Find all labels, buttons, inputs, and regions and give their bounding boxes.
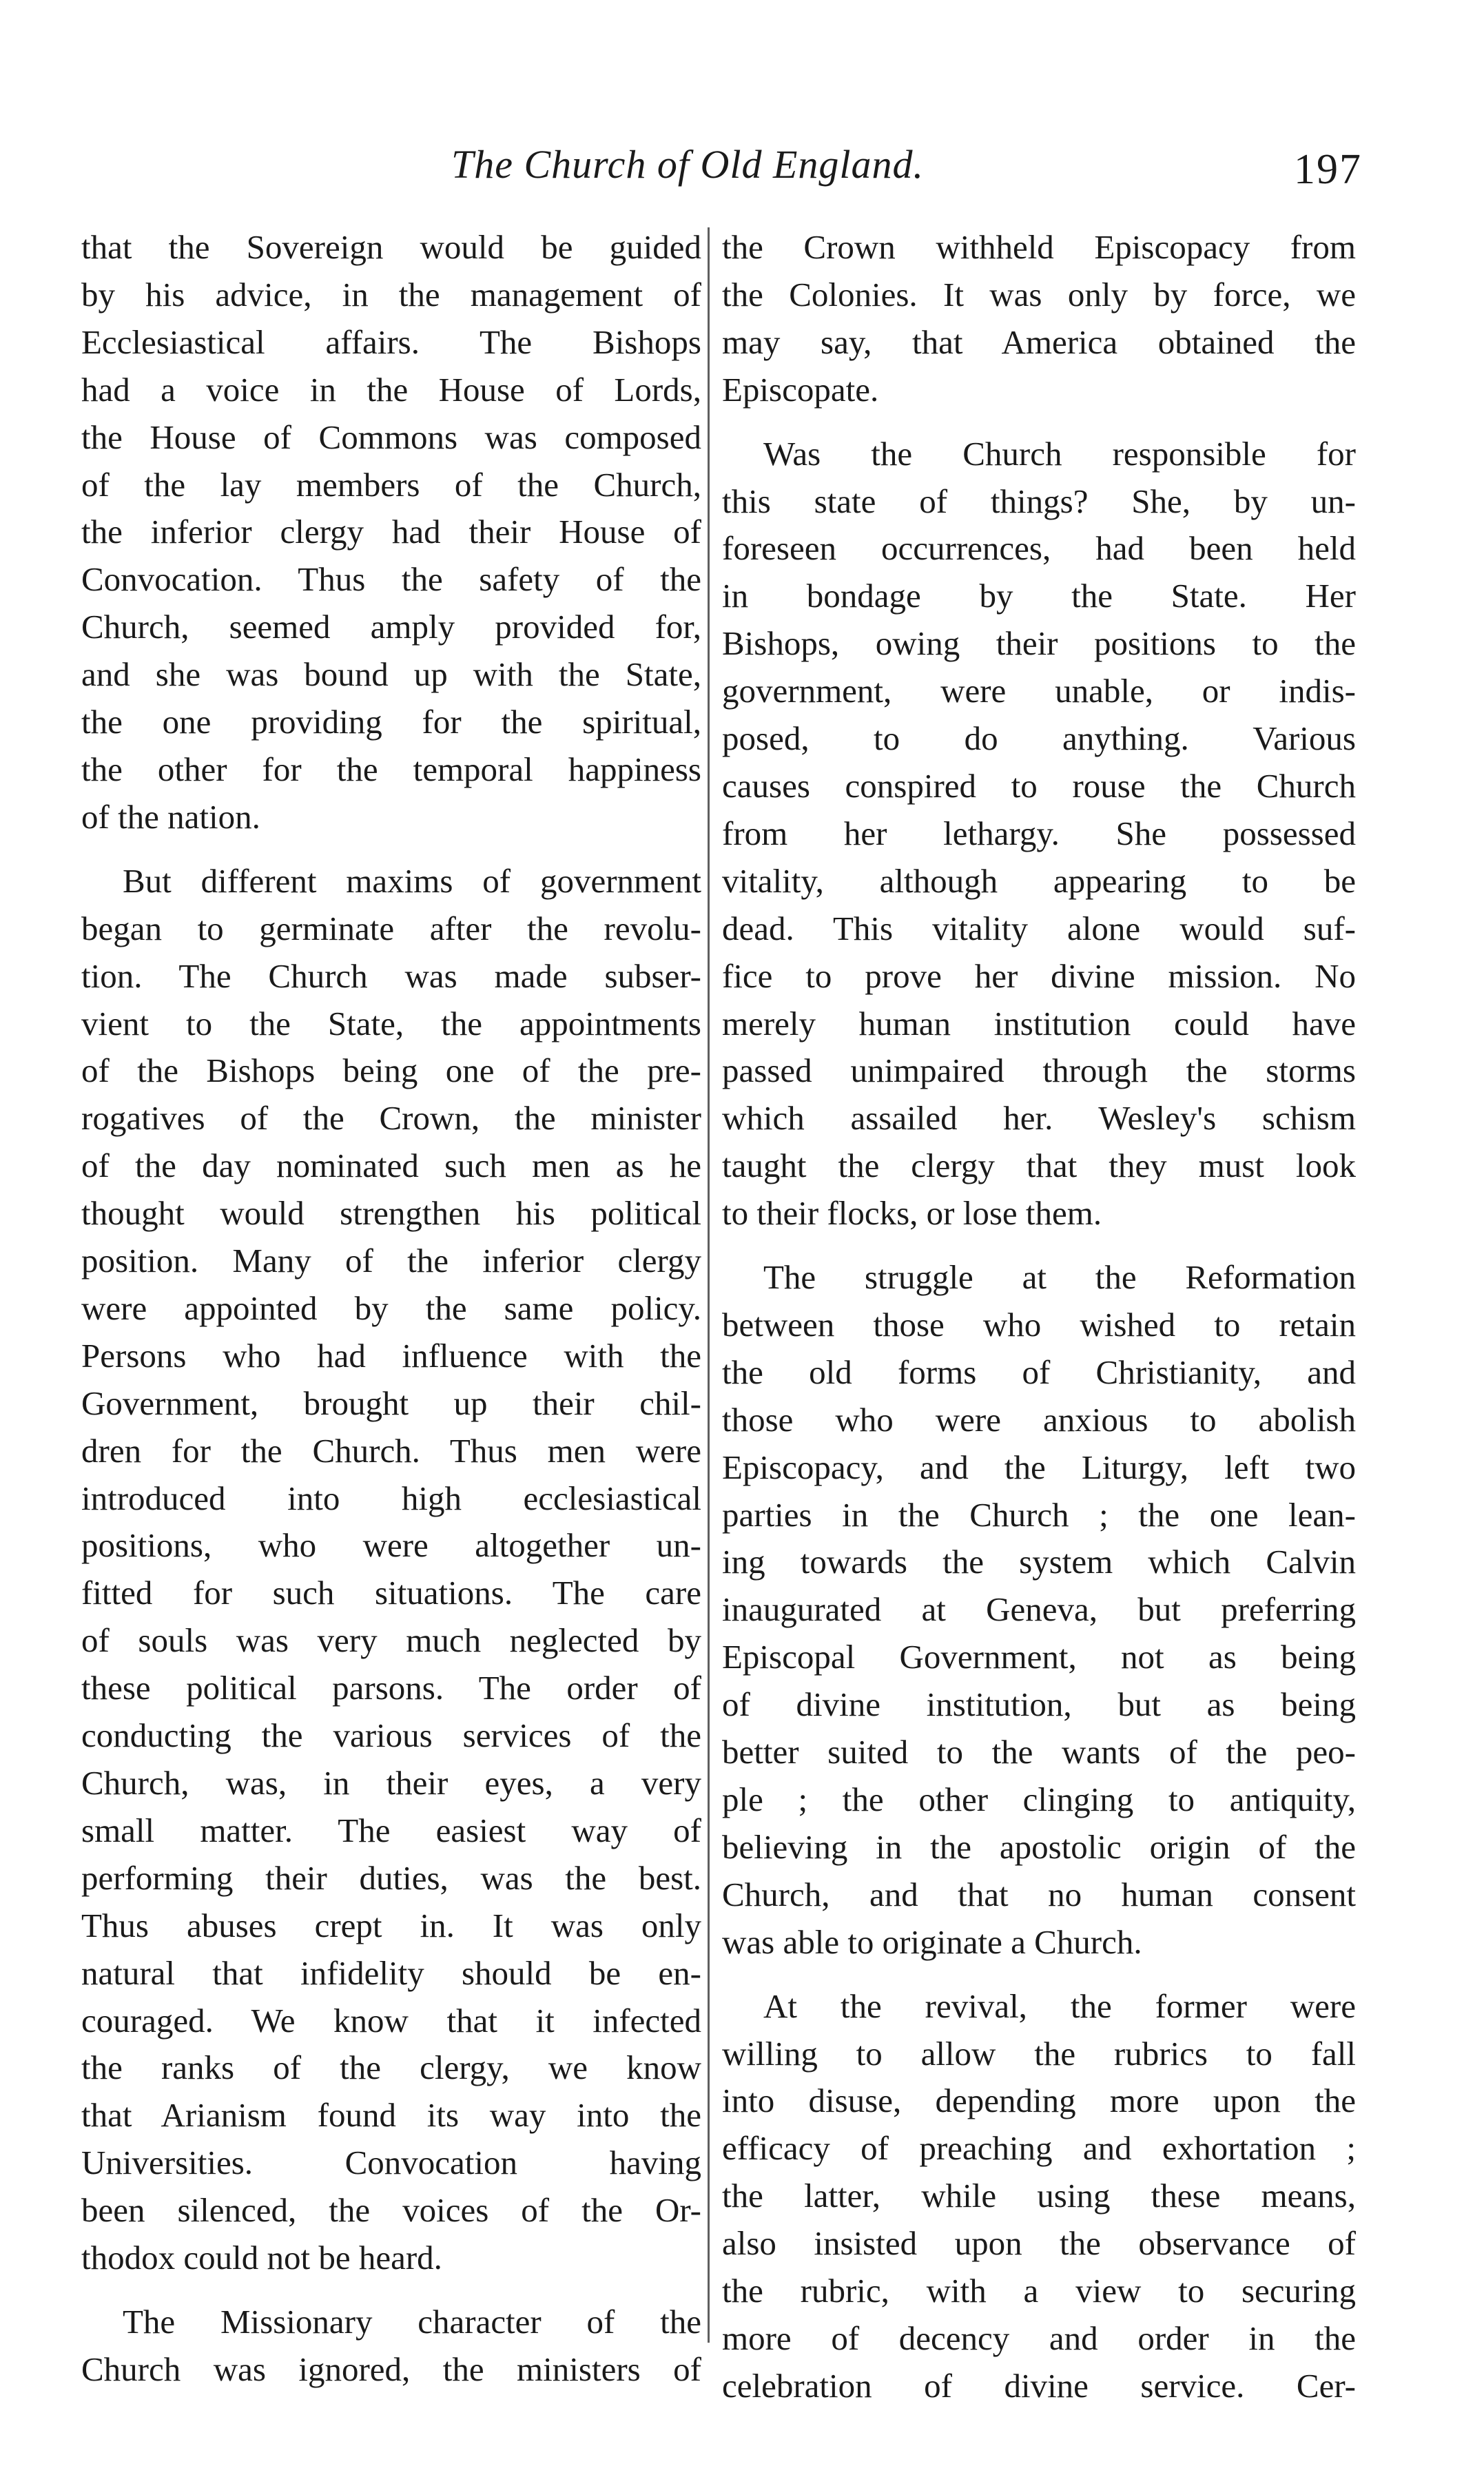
text-line: that the Sovereign would be guided — [81, 228, 701, 266]
text-line: Thus abuses crept in. It was only — [81, 1906, 701, 1944]
text-line: were appointed by the same policy. — [81, 1288, 701, 1327]
text-line: the one providing for the spiritual, — [81, 703, 701, 741]
text-line: celebration of divine service. Cer- — [722, 2366, 1356, 2405]
text-line: thought would strengthen his political — [81, 1194, 701, 1233]
text-line: Episcopal Government, not as being — [722, 1638, 1356, 1676]
text-line: Episcopacy, and the Liturgy, left two — [722, 1448, 1356, 1486]
text-line: had a voice in the House of Lords, — [81, 370, 701, 409]
text-line: posed, to do anything. Various — [722, 719, 1356, 758]
text-line: the old forms of Christianity, and — [722, 1353, 1356, 1391]
text-line: Ecclesiastical affairs. The Bishops — [81, 322, 701, 361]
page-header — [0, 127, 1484, 203]
text-line: vient to the State, the appointments — [81, 1004, 701, 1042]
text-line: was able to originate a Church. — [722, 1922, 1142, 1961]
text-line: Convocation. Thus the safety of the — [81, 560, 701, 599]
text-line: the inferior clergy had their House of — [81, 513, 701, 551]
text-line: causes conspired to rouse the Church — [722, 766, 1356, 805]
text-line: Persons who had influence with the — [81, 1336, 701, 1375]
text-line: But different maxims of government — [123, 861, 701, 900]
text-line: by his advice, in the management of — [81, 275, 701, 314]
text-line: of souls was very much neglected by — [81, 1621, 701, 1660]
text-line: Universities. Convocation having — [81, 2144, 701, 2182]
text-line: the latter, while using these means, — [722, 2177, 1356, 2215]
paragraph-gap — [722, 1237, 1356, 1254]
text-line: been silenced, the voices of the Or- — [81, 2191, 701, 2230]
text-line: the rubric, with a view to securing — [722, 2272, 1356, 2310]
text-line: dren for the Church. Thus men were — [81, 1431, 701, 1470]
text-line: this state of things? She, by un- — [722, 482, 1356, 520]
text-line: from her lethargy. She possessed — [722, 814, 1356, 852]
text-line: conducting the various services of the — [81, 1716, 701, 1755]
text-line: between those who wished to retain — [722, 1305, 1356, 1344]
text-line: began to germinate after the revolu- — [81, 909, 701, 947]
text-line: tion. The Church was made subser- — [81, 956, 701, 995]
text-line: more of decency and order in the — [722, 2319, 1356, 2357]
paragraph — [722, 224, 1356, 414]
text-line: which assailed her. Wesley's schism — [722, 1099, 1356, 1138]
text-line: believing in the apostolic origin of the — [722, 1827, 1356, 1866]
text-line: the Crown withheld Episcopacy from — [722, 228, 1356, 266]
text-line: also insisted upon the observance of — [722, 2224, 1356, 2263]
text-line: the Colonies. It was only by force, we — [722, 275, 1356, 314]
text-line: fice to prove her divine mission. No — [722, 956, 1356, 995]
text-line: to their flocks, or lose them. — [722, 1194, 1102, 1233]
text-line: may say, that America obtained the — [722, 322, 1356, 361]
paragraph-gap — [81, 2282, 701, 2299]
text-line: The struggle at the Reformation — [763, 1258, 1356, 1297]
paragraph-gap — [722, 1966, 1356, 1983]
paragraph — [722, 431, 1356, 1237]
text-line: of the day nominated such men as he — [81, 1147, 701, 1185]
text-line: couraged. We know that it infected — [81, 2001, 701, 2040]
text-line: Church was ignored, the ministers of — [81, 2350, 701, 2388]
text-line: natural that infidelity should be en- — [81, 1953, 701, 1992]
text-line: Church, and that no human consent — [722, 1875, 1356, 1913]
text-line: Church, was, in their eyes, a very — [81, 1764, 701, 1802]
text-line: rogatives of the Crown, the minister — [81, 1099, 701, 1138]
text-line: government, were unable, or indis- — [722, 672, 1356, 710]
text-line: these political parsons. The order of — [81, 1669, 701, 1707]
text-line: introduced into high ecclesiastical — [81, 1479, 701, 1517]
text-line: parties in the Church ; the one lean- — [722, 1495, 1356, 1534]
text-line: the ranks of the clergy, we know — [81, 2048, 701, 2087]
text-line: merely human institution could have — [722, 1004, 1356, 1042]
paragraph — [81, 224, 701, 841]
text-line: Bishops, owing their positions to the — [722, 624, 1356, 663]
text-line: and she was bound up with the State, — [81, 655, 701, 694]
text-line: foreseen occurrences, had been held — [722, 529, 1356, 568]
text-line: efficacy of preaching and exhortation ; — [722, 2129, 1356, 2168]
text-line: of the lay members of the Church, — [81, 465, 701, 504]
text-line: in bondage by the State. Her — [722, 577, 1356, 615]
text-line: Episcopate. — [722, 370, 879, 409]
paragraph — [81, 858, 701, 2282]
running-title: The Church of Old England. — [451, 142, 925, 187]
text-line: Was the Church responsible for — [763, 434, 1356, 473]
text-line: small matter. The easiest way of — [81, 1811, 701, 1849]
paragraph — [722, 1254, 1356, 1966]
text-line: positions, who were altogether un- — [81, 1526, 701, 1565]
paragraph-gap — [722, 414, 1356, 431]
text-line: performing their duties, was the best. — [81, 1858, 701, 1897]
text-line: fitted for such situations. The care — [81, 1574, 701, 1612]
text-line: At the revival, the former were — [763, 1986, 1356, 2025]
page-number: 197 — [1294, 146, 1362, 193]
left-column — [81, 224, 701, 2394]
text-line: Government, brought up their chil- — [81, 1384, 701, 1422]
text-line: better suited to the wants of the peo- — [722, 1733, 1356, 1771]
text-line: passed unimpaired through the storms — [722, 1051, 1356, 1090]
column-divider — [708, 227, 710, 2343]
text-line: The Missionary character of the — [123, 2302, 701, 2341]
text-line: vitality, although appearing to be — [722, 861, 1356, 900]
paragraph — [722, 1983, 1356, 2410]
text-line: willing to allow the rubrics to fall — [722, 2034, 1356, 2073]
text-line: Church, seemed amply provided for, — [81, 608, 701, 646]
paragraph-gap — [81, 841, 701, 858]
text-line: into disuse, depending more upon the — [722, 2082, 1356, 2120]
text-line: ple ; the other clinging to antiquity, — [722, 1780, 1356, 1818]
text-line: those who were anxious to abolish — [722, 1400, 1356, 1439]
text-line: that Arianism found its way into the — [81, 2096, 701, 2135]
text-line: of divine institution, but as being — [722, 1685, 1356, 1724]
text-line: inaugurated at Geneva, but preferring — [722, 1590, 1356, 1629]
text-line: the House of Commons was composed — [81, 418, 701, 456]
text-line: dead. This vitality alone would suf- — [722, 909, 1356, 947]
text-line: of the nation. — [81, 797, 260, 836]
text-line: taught the clergy that they must look — [722, 1147, 1356, 1185]
text-line: of the Bishops being one of the pre- — [81, 1051, 701, 1090]
text-line: ing towards the system which Calvin — [722, 1543, 1356, 1581]
right-column — [722, 224, 1356, 2410]
text-line: position. Many of the inferior clergy — [81, 1242, 701, 1280]
text-line: thodox could not be heard. — [81, 2239, 442, 2277]
paragraph — [81, 2299, 701, 2394]
text-line: the other for the temporal happiness — [81, 750, 701, 788]
